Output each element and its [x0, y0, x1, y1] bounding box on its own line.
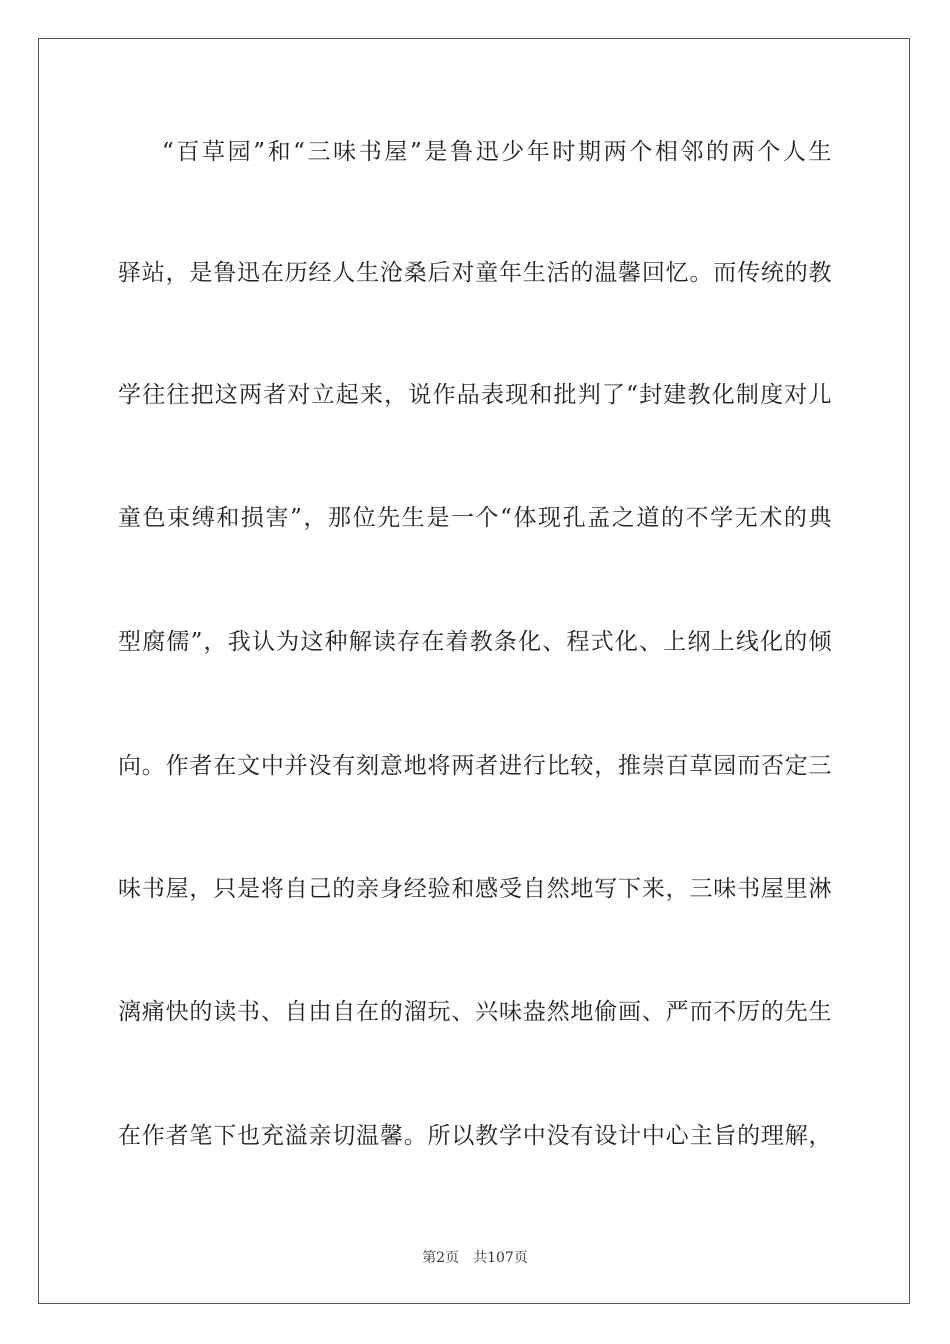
- page-footer: [0, 1247, 950, 1267]
- paragraph-line: 型腐儒”，我认为这种解读存在着教条化、程式化、上纲上线化的倾: [118, 629, 832, 655]
- paragraph-line: 驿站，是鲁迅在历经人生沧桑后对童年生活的温馨回忆。而传统的教: [118, 260, 832, 286]
- paragraph-line: 学往往把这两者对立起来，说作品表现和批判了“封建教化制度对儿: [118, 382, 832, 408]
- paragraph-line: 漓痛快的读书、自由自在的溜玩、兴味盎然地偷画、严而不厉的先生: [118, 999, 832, 1025]
- page-number: 第2页: [422, 1250, 460, 1266]
- paragraph-line: 向。作者在文中并没有刻意地将两者进行比较，推崇百草园而否定三: [118, 753, 832, 779]
- page-total: 共107页: [473, 1250, 528, 1266]
- page-border: [38, 38, 910, 1304]
- paragraph-line: 童色束缚和损害”，那位先生是一个“体现孔孟之道的不学无术的典: [118, 505, 832, 531]
- paragraph-line: 在作者笔下也充溢亲切温馨。所以教学中没有设计中心主旨的理解，: [118, 1123, 832, 1149]
- paragraph-line: 味书屋，只是将自己的亲身经验和感受自然地写下来，三味书屋里淋: [118, 876, 832, 902]
- paragraph-line: “百草园”和“三味书屋”是鲁迅少年时期两个相邻的两个人生: [162, 139, 832, 165]
